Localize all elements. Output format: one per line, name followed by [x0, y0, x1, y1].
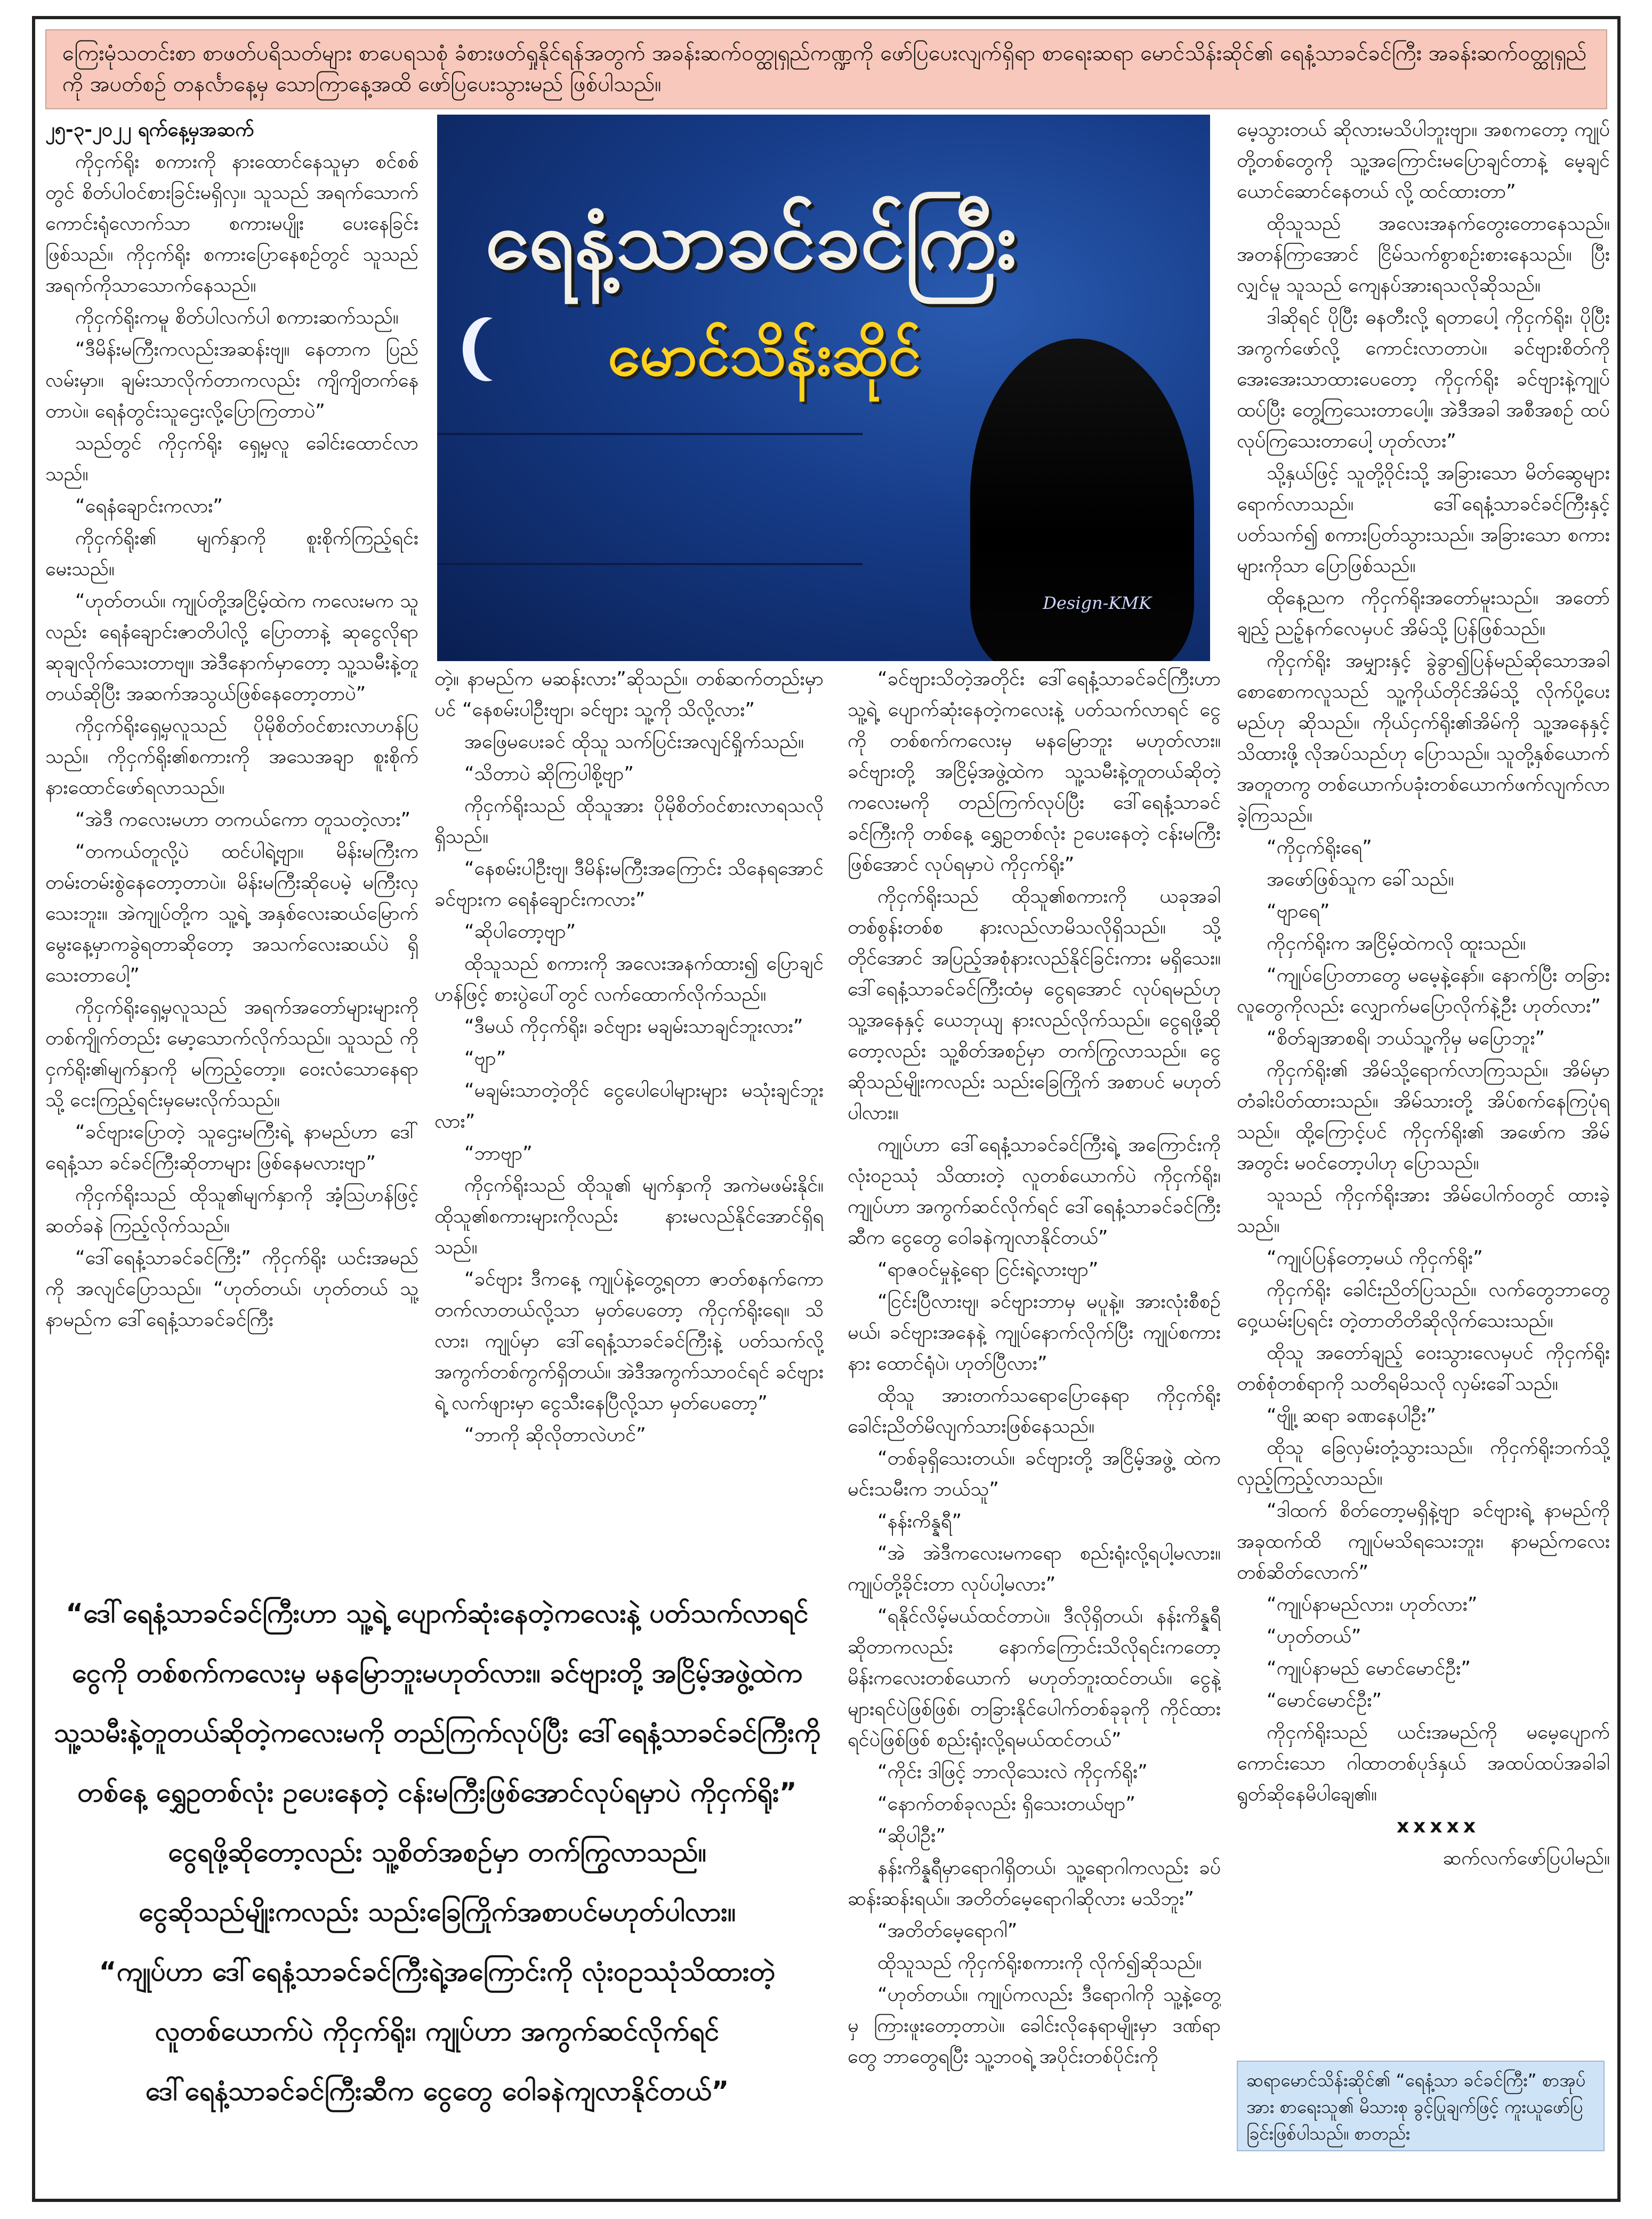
text-column-3 [848, 664, 1221, 2157]
paragraph: “ဒေါ်ရေနံ့သာခင်ခင်ကြီး” ကိုငှက်ရိုး ယင်းအမည်ကို အလျင်ပြောသည်။ “ဟုတ်တယ်၊ ဟုတ်တယ် သူ့နာမည်က ဒေါ်ရေနံ့သာခင်ခင်ကြီး [45, 1247, 418, 1331]
text-column-2 [434, 664, 824, 1570]
paragraph: “မချမ်းသာတဲ့တိုင် ငွေပေါပေါများများ မသုံးချင်ဘူးလား” [434, 1080, 824, 1132]
continued-date: ၂၅-၃-၂၀၂၂ ရက်နေ့မှအဆက် [45, 119, 254, 141]
paragraph: “ဗျို့၊ ဆရာ ခဏနေပါဦး” [1267, 1405, 1437, 1427]
pull-quote-line: “ဒေါ်ရေနံ့သာခင်ခင်ကြီးဟာ သူ့ရဲ့ ပျောက်ဆုံးနေတဲ့ကလေးနဲ့ ပတ်သက်လာရင် [66, 1598, 809, 1629]
paragraph: အဖြေမပေးခင် ထိုသူ သက်ပြင်းအလျင်ရှိုက်သည်။ [464, 731, 804, 753]
paragraph: ကိုငှက်ရိုးရှေ့မှလူသည် အရက်အတော်များများကို တစ်ကျိုက်တည်း မော့သောက်လိုက်သည်။ သူသည် ကိုငှက်ရိုး၏မျက်နှာကို မကြည့်တော့။ ဝေးလံသောနေရာသို့ ငေးကြည့်ရင်းမှမေးလိုက်သည်။ [45, 996, 418, 1111]
paragraph: “အတိတ်မေ့ရောဂါ” [877, 1920, 1018, 1942]
paragraph: “အဲ အဲဒီကလေးမကရော စည်းရုံးလို့ရပါ့မလား။ ကျုပ်တို့ခိုင်းတာ လုပ်ပါ့မလား” [848, 1542, 1221, 1595]
paragraph: ကိုငှက်ရိုးသည် ယင်းအမည်ကို မမေ့ပျောက်ကောင်းသော ဂါထာတစ်ပုဒ်နှယ် အထပ်ထပ်အခါခါ ရွတ်ဆိုနေမိပါချေ၏။ [1237, 1722, 1610, 1805]
paragraph: “ဗျာရေ” [1267, 901, 1330, 922]
paragraph: “ကိုင်း ဒါဖြင့် ဘာလိုသေးလဲ ကိုငှက်ရိုး” [877, 1761, 1148, 1783]
paragraph: “ခင်ဗျား ဒီကနေ့ ကျုပ်နဲ့တွေ့ရတာ ဇာတ်စနက်ကော တက်လာတယ်လို့သာ မှတ်ပေတော့ ကိုငှက်ရိုးရေ။ သိလား၊ ကျုပ်မှာ ဒေါ်ရေနံ့သာခင်ခင်ကြီးနဲ့ ပတ်သက်လို့ အကွက်တစ်ကွက်ရှိတယ်။ အဲဒီအကွက်သာဝင်ရင် ခင်ဗျားရဲ့ လက်ဖျားမှာ ငွေသီးနေပြီလို့သာ မှတ်ပေတော့” [434, 1268, 824, 1414]
poster-title: ရေနံ့သာခင်ခင်ကြီး [485, 194, 1017, 287]
paragraph: ကိုငှက်ရိုးသည် ထိုသူ၏ မျက်နှာကို အကဲမဖမ်းနိုင်။ ထိုသူ၏စကားများကိုလည်း နားမလည်နိုင်အောင်ရှိရသည်။ [434, 1175, 824, 1258]
pull-quote-line: ငွေရဖို့ဆိုတော့လည်း သူ့စိတ်အစဉ်မှာ တက်ကြွလာသည်။ [168, 1837, 706, 1868]
paragraph: နန်းကိန္နရီမှာရောဂါရှိတယ်၊ သူ့ရောဂါကလည်း ခပ်ဆန်းဆန်းရယ်။ အတိတ်မေ့ရောဂါဆိုလား မသိဘူး” [848, 1857, 1221, 1910]
paragraph: “စိတ်ချအာစရိ၊ ဘယ်သူ့ကိုမှ မပြောဘူး” [1267, 1027, 1545, 1049]
pull-quote-line: သူ့သမီးနဲ့တူတယ်ဆိုတဲ့ကလေးမကို တည်ကြက်လုပ်ပြီး ဒေါ်ရေနံ့သာခင်ခင်ကြီးကို [53, 1717, 821, 1748]
paragraph: “ရနိုင်လိမ့်မယ်ထင်တာပဲ။ ဒီလိုရှိတယ်၊ နန်းကိန္နရီဆိုတာကလည်း နောက်ကြောင်းသိလိုရင်းကတော့ မိန်းကလေးတစ်ယောက် မဟုတ်ဘူးထင်တယ်။ ငွေနဲ့များရင်ပဲဖြစ်ဖြစ်၊ တခြားနိုင်ပေါက်တစ်ခုခုကို ကိုင်ထားရင်ပဲဖြစ်ဖြစ် စည်းရုံးလို့ရမယ်ထင်တယ်” [848, 1605, 1221, 1751]
paragraph: ထိုနေ့ညက ကိုငှက်ရိုးအတော်မူးသည်။ အတော်ချည့် ညဉ့်နက်လေမှပင် အိမ်သို့ ပြန်ဖြစ်သည်။ [1237, 587, 1610, 640]
paragraph: “ဘာဗျာ” [464, 1143, 533, 1164]
paragraph: “ဒီမိန်းမကြီးကလည်းအဆန်းဗျ။ နေတာက ပြည်လမ်းမှာ။ ချမ်းသာလိုက်တာကလည်း ကျိကျိတက်နေတာပဲ။ ရေနံတွင်းသူဌေးလို့ပြောကြတာပဲ” [45, 339, 418, 422]
paragraph: ကိုငှက်ရိုးရှေ့မှလူသည် ပိုမိုစိတ်ဝင်စားလာဟန်ပြသည်။ ကိုငှက်ရိုး၏စကားကို အသေအချာ စူးစိုက်နားထောင်ဖော်ရလာသည်။ [45, 715, 418, 799]
paragraph: “ကျုပ်နာမည် မောင်မောင်ဦး” [1267, 1658, 1471, 1679]
pull-quote-line: “ကျုပ်ဟာ ဒေါ်ရေနံ့သာခင်ခင်ကြီးရဲ့အကြောင်းကို လုံးဝဥဿုံသိထားတဲ့ [99, 1956, 776, 1987]
paragraph: ကိုငှက်ရိုး အမျှားနှင့် ခွဲခွာ၍ပြန်မည်ဆိုသောအခါ စောစောကလူသည် သူ့ကိုယ်တိုင်အိမ်သို့ လိုက်ပို့ပေးမည်ဟု ဆိုသည်။ ကိုယ်ငှက်ရိုး၏အိမ်ကို သူ့အနေနှင့် သိထားဖို့ လိုအပ်သည်ဟု ပြောသည်။ သူတို့နှစ်ယောက် အတူတကွ တစ်ယောက်ပခုံးတစ်ယောက်ဖက်လျက်လာခဲ့ကြသည်။ [1237, 650, 1610, 826]
paragraph: သို့နှယ်ဖြင့် သူတို့ဝိုင်းသို့ အခြားသော မိတ်ဆွေများ ရောက်လာသည်။ ဒေါ်ရေနံ့သာခင်ခင်ကြီးနှင့် ပတ်သက်၍ စကားပြတ်သွားသည်။ အခြားသော စကားများကိုသာ ပြောဖြစ်သည်။ [1237, 462, 1610, 577]
paragraph: “ကျုပ်ပြန်တော့မယ် ကိုငှက်ရိုး” [1267, 1247, 1483, 1269]
paragraph: “ငြင်းပြီလားဗျ၊ ခင်ဗျားဘာမှ မပူနဲ့။ အားလုံးစီစဉ်မယ်၊ ခင်ဗျားအနေနဲ့ ကျုပ်နောက်လိုက်ပြီး ကျုပ်စကားနား ထောင်ရုံပဲ၊ ဟုတ်ပြီလား” [848, 1291, 1221, 1374]
paragraph: “သိတာပဲ ဆိုကြပါစို့ဗျာ” [464, 763, 634, 785]
story-poster [437, 115, 1210, 661]
paragraph: “ဟုတ်တယ်” [1267, 1626, 1361, 1647]
intro-banner: ကြေးမုံသတင်းစာ စာဖတ်ပရိသတ်များ စာပေရသစုံ ခံစားဖတ်ရှုနိုင်ရန်အတွက် အခန်းဆက်ဝတ္ထုရှည်ကဏ္ဍကို ဖော်ပြပေးလျက်ရှိရာ စာရေးဆရာ မောင်သိန်းဆိုင်၏ ရေနံ့သာခင်ခင်ကြီး အခန်းဆက်ဝတ္ထုရှည်ကို အပတ်စဉ် တနင်္လာနေ့မှ သောကြာနေ့အထိ ဖော်ပြပေးသွားမည် ဖြစ်ပါသည်။ [45, 29, 1607, 109]
paragraph: ကိုငှက်ရိုး၏ အိမ်သို့ရောက်လာကြသည်။ အိမ်မှာ တံခါးပိတ်ထားသည်။ အိမ်သားတို့ အိပ်စက်နေကြပုံရသည်။ ထို့ကြောင့်ပင် ကိုငှက်ရိုး၏ အဖော်က အိမ်အတွင်း မဝင်တော့ပါဟု ပြောသည်။ [1237, 1059, 1610, 1174]
paragraph: “ကျုပ်ပြောတာတွေ မမေ့နဲ့နော်။ နောက်ပြီး တခြားလူတွေကိုလည်း လျှောက်မပြောလိုက်နဲ့ဦး ဟုတ်လား” [1237, 964, 1610, 1017]
paragraph: ကိုငှက်ရိုးသည် ထိုသူ၏မျက်နှာကို အံ့သြဟန်ဖြင့် ဆတ်ခနဲ ကြည့်လိုက်သည်။ [45, 1184, 418, 1237]
paragraph: “အဲဒီ ကလေးမဟာ တကယ်ကော တူသတဲ့လား” [75, 809, 411, 831]
paragraph: ကိုငှက်ရိုး၏ မျက်နှာကို စူးစိုက်ကြည့်ရင်း မေးသည်။ [45, 527, 418, 580]
paragraph: ကိုငှက်ရိုးသည် ထိုသူ၏စကားကို ယခုအခါ တစ်စွန်းတစ်စ နားလည်လာမိသလိုရှိသည်။ သို့တိုင်အောင် အပြည့်အစုံနားလည်နိုင်ခြင်းကား မရှိသေး။ ဒေါ်ရေနံ့သာခင်ခင်ကြီးထံမှ ငွေရအောင် လုပ်ရမည်ဟု သူ့အနေနှင့် ယေဘုယျ နားလည်လိုက်သည်။ ငွေရဖို့ဆိုတော့လည်း သူ့စိတ်အစဉ်မှာ တက်ကြွလာသည်။ ငွေဆိုသည်မျိုးကလည်း သည်းခြေကြိုက် အစာပင် မဟုတ်ပါလား။ [848, 886, 1221, 1124]
paragraph: ကိုငှက်ရိုးကမူ စိတ်ပါလက်ပါ စကားဆက်သည်။ [75, 307, 399, 328]
poster-design-credit: Design-KMK [1043, 593, 1151, 613]
paragraph: သူသည် ကိုငှက်ရိုးအား အိမ်ပေါက်ဝတွင် ထားခဲ့သည်။ [1237, 1184, 1610, 1237]
paragraph: ကိုငှက်ရိုးသည် ထိုသူအား ပိုမိုစိတ်ဝင်စားလာရသလိုရှိသည်။ [434, 795, 824, 848]
paragraph: “ခင်ဗျားပြောတဲ့ သူဌေးမကြီးရဲ့ နာမည်ဟာ ဒေါ်ရေနံ့သာ ခင်ခင်ကြီးဆိုတာများ ဖြစ်နေမလားဗျာ” [45, 1121, 418, 1174]
paragraph: သည်တွင် ကိုငှက်ရိုး ရှေ့မှလူ ခေါင်းထောင်လာသည်။ [45, 432, 418, 485]
paragraph: မေ့သွားတယ် ဆိုလားမသိပါဘူးဗျာ။ အစကတော့ ကျုပ်တို့တစ်တွေကို သူ့အကြောင်းမပြောချင်တာနဲ့ မေ့ချင်ယောင်ဆောင်နေတယ် လို့ ထင်ထားတာ” [1237, 119, 1610, 203]
to-be-continued: ဆက်လက်ဖော်ပြပါမည်။ [1443, 1847, 1610, 1869]
section-separator: xxxxx [1396, 1815, 1480, 1837]
paragraph: ထိုသူ အတော်ချည့် ဝေးသွားလေမှပင် ကိုငှက်ရိုး တစ်စုံတစ်ရာကို သတိရမိသလို လှမ်းခေါ်သည်။ [1237, 1342, 1610, 1395]
paragraph: “ကိုငှက်ရိုးရေ” [1267, 837, 1372, 858]
pull-quote-line: ငွေကို တစ်စက်ကလေးမှ မနမြောဘူးမဟုတ်လား။ ခင်ဗျားတို့ အငြိမ့်အဖွဲ့ထဲက [71, 1658, 803, 1689]
paragraph: “ဘာကို ဆိုလိုတာလဲဟင်” [464, 1424, 646, 1446]
paragraph: ထိုသူသည် ကိုငှက်ရိုးစကားကို လိုက်၍ဆိုသည်။ [877, 1952, 1202, 1974]
pull-quote-line: ဒေါ်ရေနံ့သာခင်ခင်ကြီးဆီက ငွေတွေ ဝေါခနဲကျလာနိုင်တယ်” [145, 2076, 729, 2107]
balcony-railing [437, 433, 863, 565]
paragraph: “နောက်တစ်ခုလည်း ရှိသေးတယ်ဗျာ” [877, 1793, 1136, 1815]
paragraph: ကိုငှက်ရိုး စကားကို နားထောင်နေသူမှာ စင်စစ်တွင် စိတ်ပါဝင်စားခြင်းမရှိလှ။ သူသည် အရက်သောက်ကောင်းရုံလောက်သာ စကားမပျိုး ပေးနေခြင်းဖြစ်သည်။ ကိုငှက်ရိုး စကားပြောနေစဉ်တွင် သူသည် အရက်ကိုသာသောက်နေသည်။ [45, 151, 418, 296]
paragraph: “မောင်မောင်ဦး” [1267, 1690, 1382, 1711]
paragraph: ထိုသူသည် အလေးအနက်တွေးတောနေသည်။ အတန်ကြာအောင် ငြိမ်သက်စွာစဉ်းစားနေသည်။ ပြီးလျှင်မူ သူသည် ကျေနပ်အားရသလိုဆိုသည်။ [1237, 213, 1610, 296]
paragraph: တဲ့။ နာမည်က မဆန်းလား”ဆိုသည်။ တစ်ဆက်တည်းမှာပင် “နေစမ်းပါဦးဗျာ၊ ခင်ဗျား သူ့ကို သိလို့လား” [434, 668, 824, 721]
text-column-4 [1237, 115, 1610, 2055]
paragraph: “ရာဇဝင်မှုနဲ့ရော ငြင်းရဲ့လားဗျာ” [877, 1259, 1099, 1281]
text-column-1 [45, 115, 418, 1581]
poster-author: မောင်သိန်းဆိုင် [608, 320, 921, 389]
crescent-moon-icon [474, 317, 522, 381]
paragraph: “နန်းကိန္နရီ” [877, 1510, 962, 1532]
pull-quote [45, 1583, 829, 2159]
pull-quote-line: လူတစ်ယောက်ပဲ ကိုငှက်ရိုး၊ ကျုပ်ဟာ အကွက်ဆင်လိုက်ရင် [155, 2016, 720, 2047]
paragraph: အဖော်ဖြစ်သူက ခေါ်သည်။ [1267, 869, 1454, 890]
paragraph: “နေစမ်းပါဦးဗျ၊ ဒီမိန်းမကြီးအကြောင်း သိနေရအောင် ခင်ဗျားက ရေနံချောင်းကလား” [434, 858, 824, 911]
paragraph: “ဆိုပါတော့ဗျာ” [464, 921, 576, 943]
paragraph: ထိုသူ ခြေလှမ်းတုံ့သွားသည်။ ကိုငှက်ရိုးဘက်သို့ လှည့်ကြည့်လာသည်။ [1237, 1437, 1610, 1490]
paragraph: ကျုပ်ဟာ ဒေါ်ရေနံ့သာခင်ခင်ကြီးရဲ့ အကြောင်းကို လုံးဝဥဿုံ သိထားတဲ့ လူတစ်ယောက်ပဲ ကိုငှက်ရိုး၊ ကျုပ်ဟာ အကွက်ဆင်လိုက်ရင် ဒေါ်ရေနံ့သာခင်ခင်ကြီးဆီက ငွေတွေ ဝေါခနဲကျလာနိုင်တယ်” [848, 1134, 1221, 1249]
paragraph: ထိုသူ အားတက်သရောပြောနေရာ ကိုငှက်ရိုး ခေါင်းညိတ်မိလျက်သားဖြစ်နေသည်။ [848, 1385, 1221, 1437]
paragraph: “ရေနံချောင်းကလား” [75, 495, 223, 517]
paragraph: ထိုသူသည် စကားကို အလေးအနက်ထား၍ ပြောချင်ဟန်ဖြင့် စားပွဲပေါ်တွင် လက်ထောက်လိုက်သည်။ [434, 953, 824, 1006]
paragraph: “ဒါထက် စိတ်တော့မရှိနဲ့ဗျာ ခင်ဗျားရဲ့ နာမည်ကို အခုထက်ထိ ကျုပ်မသိရသေးဘူး၊ နာမည်ကလေး တစ်ဆိတ်လောက်” [1237, 1500, 1610, 1583]
paragraph: ကိုငှက်ရိုး ခေါင်းညိတ်ပြသည်။ လက်တွေဘာတွေ ဝှေ့ယမ်းပြရင်း တဲ့တာတိတိဆိုလိုက်သေးသည်။ [1237, 1279, 1610, 1332]
editor-note: ဆရာမောင်သိန်းဆိုင်၏ “ရေနံ့သာ ခင်ခင်ကြီး” စာအုပ်အား စာရေးသူ၏ မိသားစု ခွင့်ပြုချက်ဖြင့် ကူးယူဖော်ပြခြင်းဖြစ်ပါသည်။ စာတည်း [1237, 2061, 1605, 2151]
paragraph: “ဆိုပါဦး” [877, 1825, 946, 1847]
paragraph: ဒါဆိုရင် ပိုပြီး ဓနတီးလို့ ရတာပေါ့ ကိုငှက်ရိုး၊ ပိုပြီးအကွက်ဖော်လို့ ကောင်းလာတာပဲ။ ခင်ဗျားစိတ်ကို အေးအေးသာထားပေတော့ ကိုငှက်ရိုး ခင်ဗျားနဲ့ကျုပ် ထပ်ပြီး တွေ့ကြသေးတာပေါ့။ အဲဒီအခါ အစီအစဉ် ထပ်လုပ်ကြသေးတာပေါ့ ဟုတ်လား” [1237, 307, 1610, 452]
paragraph: “ကျုပ်နာမည်လား၊ ဟုတ်လား” [1267, 1594, 1478, 1615]
paragraph: “ဟုတ်တယ်။ ကျုပ်ကလည်း ဒီရောဂါကို သူ့နဲ့တွေ့မှ ကြားဖူးတော့တာပဲ။ ခေါင်းလိုနေရာမျိုးမှာ ဒဏ်ရာတွေ ဘာတွေရပြီး သူ့ဘဝရဲ့ အပိုင်းတစ်ပိုင်းကို [848, 1984, 1221, 2068]
pull-quote-line: ငွေဆိုသည်မျိုးကလည်း သည်းခြေကြိုက်အစာပင်မဟုတ်ပါလား။ [138, 1896, 736, 1927]
paragraph: “တကယ်တူလို့ပဲ ထင်ပါရဲ့ဗျာ။ မိန်းမကြီးက တမ်းတမ်းစွဲနေတော့တာပဲ။ မိန်းမကြီးဆိုပေမဲ့ မကြီးလှသေးဘူး။ အဲကျုပ်တို့က သူ့ရဲ့ အနှစ်လေးဆယ်မြောက် မွေးနေ့မှာကခွဲရတာဆိုတော့ အသက်လေးဆယ်ပဲ ရှိသေးတာပေါ့” [45, 841, 418, 986]
paragraph: “ဒီမယ် ကိုငှက်ရိုး၊ ခင်ဗျား မချမ်းသာချင်ဘူးလား” [464, 1016, 803, 1038]
paragraph: “ခင်ဗျားသိတဲ့အတိုင်း ဒေါ်ရေနံ့သာခင်ခင်ကြီးဟာ သူ့ရဲ့ ပျောက်ဆုံးနေတဲ့ကလေးနဲ့ ပတ်သက်လာရင် ငွေကို တစ်စက်ကလေးမှ မနမြောဘူး မဟုတ်လား။ ခင်ဗျားတို့ အငြိမ့်အဖွဲ့ထဲက သူ့သမီးနဲ့တူတယ်ဆိုတဲ့ ကလေးမကို တည်ကြက်လုပ်ပြီး ဒေါ်ရေနံ့သာခင်ခင်ကြီးကို တစ်နေ့ ရွှေဥတစ်လုံး ဥပေးနေတဲ့ ငန်းမကြီးဖြစ်အောင် လုပ်ရမှာပဲ ကိုငှက်ရိုး” [848, 668, 1221, 875]
paragraph: “တစ်ခုရှိသေးတယ်။ ခင်ဗျားတို့ အငြိမ့်အဖွဲ့ ထဲက မင်းသမီးက ဘယ်သူ” [848, 1448, 1221, 1500]
paragraph: “ဗျာ” [464, 1048, 506, 1070]
paragraph: “ဟုတ်တယ်။ ကျုပ်တို့အငြိမ့်ထဲက ကလေးမက သူလည်း ရေနံချောင်းဇာတိပါလို့ ပြောတာနဲ့ ဆုငွေလိုရာဆုချလိုက်သေးတာဗျ။ အဲဒီနောက်မှာတော့ သူ့သမီးနဲ့တူတယ်ဆိုပြီး အဆက်အသွယ်ဖြစ်နေတော့တာပဲ” [45, 590, 418, 705]
pull-quote-line: တစ်နေ့ ရွှေဥတစ်လုံး ဥပေးနေတဲ့ ငန်းမကြီးဖြစ်အောင်လုပ်ရမှာပဲ ကိုငှက်ရိုး” [77, 1777, 797, 1808]
paragraph: ကိုငှက်ရိုးက အငြိမ့်ထဲကလို ထူးသည်။ [1267, 932, 1526, 954]
